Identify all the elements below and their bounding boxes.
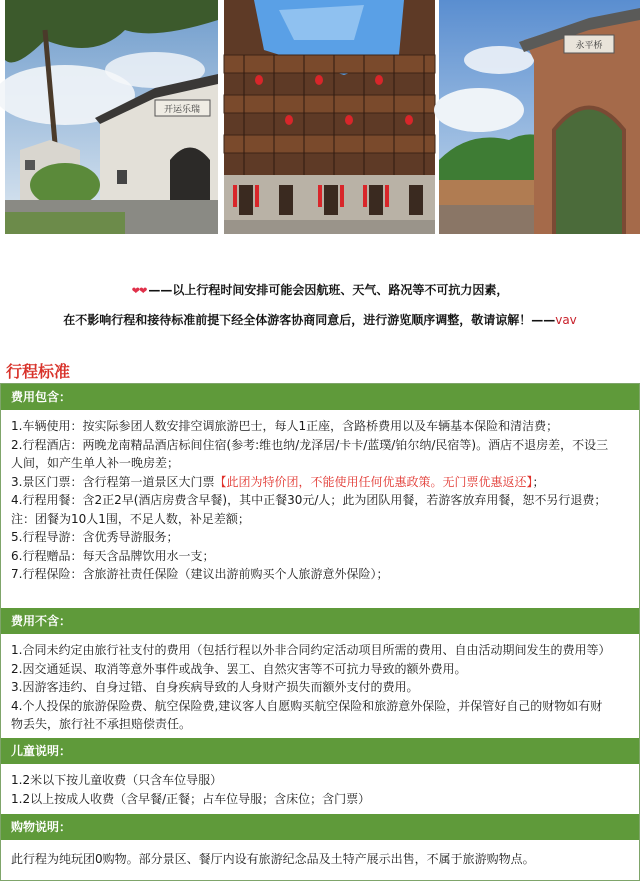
arch-sign-text: 永平桥 xyxy=(575,41,603,51)
notice-text-1: ——以上行程时间安排可能会因航班、天气、路况等不可抗力因素， xyxy=(148,283,509,297)
special-offer-note: 【此团为特价团，不能使用任何优惠政策。无门票优惠返还】 xyxy=(214,474,533,489)
list-item: 2.因交通延误、取消等意外事件或战争、罢工、自然灾害等不可抗力导致的额外费用。 xyxy=(11,661,467,676)
children-header: 儿童说明： xyxy=(1,738,639,764)
photo-strip xyxy=(0,0,640,234)
list-item: 6.行程赠品：每天含品牌饮用水一支； xyxy=(11,548,215,563)
fee-included-body xyxy=(1,410,639,608)
fee-included-header: 费用包含： xyxy=(1,384,639,410)
children-body xyxy=(1,764,639,814)
notice-text-2: 在不影响行程和接待标准前提下经全体游客协商同意后，进行游览顺序调整，敬请谅解！—— xyxy=(63,313,556,327)
gate-sign-text: 开运乐瑞 xyxy=(163,105,201,115)
list-item: 人间，如产生单人补一晚房差； xyxy=(11,456,180,470)
itinerary-standard-table xyxy=(0,383,640,881)
fee-excluded-header: 费用不含： xyxy=(1,608,639,634)
fee-excluded-body xyxy=(1,634,639,738)
list-item: 1.车辆使用：按实际参团人数安排空调旅游巴士，每人1正座，含路桥费用以及车辆基本保险和清洁费； xyxy=(11,419,559,433)
itinerary-notice-line1 xyxy=(0,281,640,298)
stone-arch-gate-photo xyxy=(439,0,640,234)
list-item: 1.2以上按成人收费（含早餐/正餐；占车位导服；含床位；含门票） xyxy=(11,791,371,806)
list-item: 此行程为纯玩团0购物。部分景区、餐厅内设有旅游纪念品及土特产展示出售，不属于旅游购物点。 xyxy=(11,852,535,866)
ancient-gate-photo xyxy=(5,0,218,234)
list-item xyxy=(11,473,629,492)
list-item: 4.个人投保的旅游保险费、航空保险费,建议客人自愿购买航空保险和旅游意外保险，并保管好自己的财物如有财 xyxy=(11,698,603,713)
shopping-body xyxy=(1,840,639,880)
shopping-header: 购物说明： xyxy=(1,814,639,840)
list-item: 7.行程保险：含旅游社责任保险（建议出游前购买个人旅游意外保险）； xyxy=(11,567,389,581)
list-item: 物丢失，旅行社不承担赔偿责任。 xyxy=(11,717,192,731)
list-item: 5.行程导游：含优秀导游服务； xyxy=(11,530,179,544)
notice-signature: vav xyxy=(555,313,577,327)
tulou-courtyard-photo xyxy=(224,0,435,234)
list-item: 注：团餐为10人1围，不足人数，补足差额； xyxy=(11,511,250,526)
itinerary-notice-line2 xyxy=(0,311,640,328)
list-item: 1.2米以下按儿童收费（只含车位导服） xyxy=(11,773,223,787)
ticket-text-end: ； xyxy=(532,474,545,489)
list-item: 3.因游客违约、自身过错、自身疾病导致的人身财产损失而额外支付的费用。 xyxy=(11,680,419,694)
list-item: 1.合同未约定由旅行社支付的费用（包括行程以外非合同约定活动项目所需的费用、自由活动期间发生的费用等） xyxy=(11,643,611,657)
heart-icon: ❤❤ xyxy=(131,286,147,297)
ticket-text: 3.景区门票：含行程第一道景区大门票 xyxy=(11,474,215,489)
list-item: 4.行程用餐：含2正2早(酒店房费含早餐)，其中正餐30元/人；此为团队用餐，若游客放弃用餐，恕不另行退费； xyxy=(11,493,607,507)
list-item: 2.行程酒店：两晚龙南精品酒店标间住宿(参考:维也纳/龙泽居/卡卡/蓝璞/铂尔纳/民宿等)。酒店不退房差，不设三 xyxy=(11,437,609,452)
section-title: 行程标准 xyxy=(6,362,71,381)
